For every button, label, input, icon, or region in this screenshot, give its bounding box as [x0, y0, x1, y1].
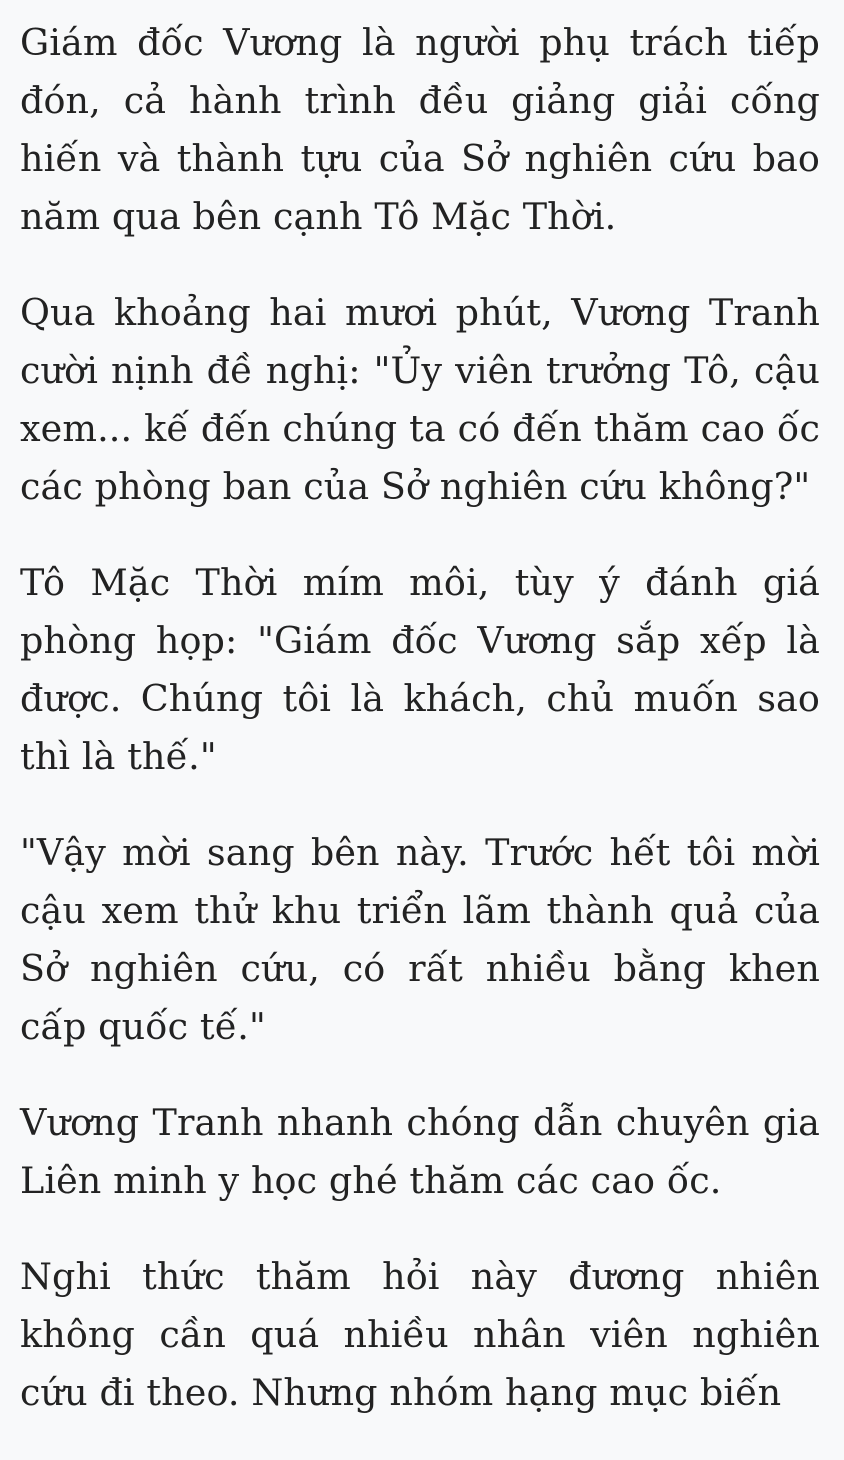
paragraph: Vương Tranh nhanh chóng dẫn chuyên gia Liên minh y học ghé thăm các cao ốc. — [20, 1101, 820, 1202]
paragraph: Giám đốc Vương là người phụ trách tiếp đón, cả hành trình đều giảng giải cống hiến và thành tựu của Sở nghiên cứu bao năm qua bên cạnh Tô Mặc Thời. — [20, 21, 820, 238]
paragraph: Qua khoảng hai mươi phút, Vương Tranh cười nịnh đề nghị: "Ủy viên trưởng Tô, cậu xem... kế đến chúng ta có đến thăm cao ốc các phòng ban của Sở nghiên cứu không?" — [20, 291, 820, 508]
paragraph: "Vậy mời sang bên này. Trước hết tôi mời cậu xem thử khu triển lãm thành quả của Sở nghiên cứu, có rất nhiều bằng khen cấp quốc tế." — [20, 831, 820, 1048]
paragraph: Nghi thức thăm hỏi này đương nhiên không cần quá nhiều nhân viên nghiên cứu đi theo. Nhưng nhóm hạng mục biến — [20, 1255, 820, 1414]
reading-content — [20, 14, 820, 1460]
paragraph: Tô Mặc Thời mím môi, tùy ý đánh giá phòng họp: "Giám đốc Vương sắp xếp là được. Chúng tôi là khách, chủ muốn sao thì là thế." — [20, 561, 820, 778]
